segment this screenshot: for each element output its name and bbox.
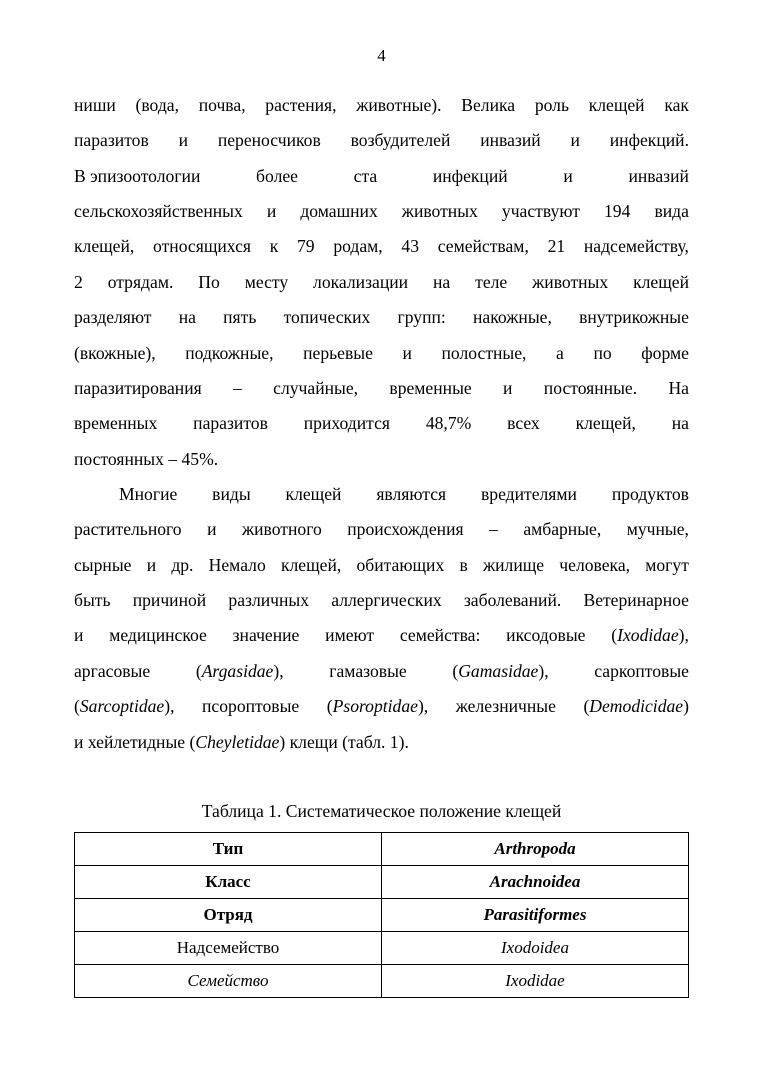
word: клещей,	[280, 555, 342, 575]
text-line	[74, 625, 689, 645]
word: полостные,	[441, 343, 527, 363]
word: человека,	[559, 555, 631, 575]
word: животные).	[356, 95, 442, 115]
rank-cell: Тип	[75, 833, 382, 866]
word: постоянные.	[543, 378, 638, 398]
word: в	[459, 555, 468, 575]
word: аргасовые	[74, 661, 151, 681]
word: клещей	[633, 272, 689, 292]
word: инфекций.	[609, 130, 689, 150]
word: причиной	[132, 590, 207, 610]
word: всех	[507, 413, 540, 433]
text-line	[74, 519, 689, 539]
word: 79	[297, 236, 315, 256]
word: (Sarcoptidae),	[74, 696, 175, 716]
word: (Argasidae),	[195, 661, 284, 681]
word: клещей,	[74, 236, 135, 256]
word: (вкожные),	[74, 343, 156, 363]
text-line	[74, 201, 689, 221]
table-row	[75, 932, 689, 965]
word: Ветеринарное	[583, 590, 689, 610]
word: к	[269, 236, 279, 256]
word: клещей	[285, 484, 342, 504]
text-line	[74, 555, 689, 575]
word: относящихся	[153, 236, 251, 256]
word: внутрикожные	[579, 307, 689, 327]
text-line	[74, 661, 689, 681]
word: (Gamasidae),	[452, 661, 549, 681]
word: являются	[376, 484, 447, 504]
word: жилище	[482, 555, 545, 575]
word: теле	[475, 272, 508, 292]
word: Многие	[119, 484, 178, 504]
word: паразитов	[193, 413, 268, 433]
word: происхождения	[347, 519, 464, 539]
word: (вода,	[135, 95, 179, 115]
word: На	[668, 378, 689, 398]
word: ниши	[74, 95, 116, 115]
word: По	[198, 272, 220, 292]
word: на	[178, 307, 196, 327]
word: сельскохозяйственных	[74, 201, 243, 221]
taxon-cell: Arthropoda	[382, 833, 689, 866]
word: участвуют	[501, 201, 580, 221]
word: вида	[654, 201, 689, 221]
word: др.	[171, 555, 194, 575]
word: 43	[401, 236, 420, 256]
word: как	[664, 95, 689, 115]
word: (Demodicidae)	[583, 696, 689, 716]
page-number: 4	[377, 46, 386, 65]
word: инфекций	[432, 166, 508, 186]
table-row	[75, 833, 689, 866]
word: на	[432, 272, 451, 292]
table-row	[75, 866, 689, 899]
taxon-cell: Parasitiformes	[382, 899, 689, 932]
table-caption: Таблица 1. Систематическое положение клещей	[201, 801, 562, 821]
word: растительного	[74, 519, 182, 539]
rank-cell: Отряд	[75, 899, 382, 932]
word: подкожные,	[185, 343, 274, 363]
word: иксодовые	[506, 625, 586, 645]
word: постоянных – 45%.	[74, 449, 219, 469]
word: и	[74, 625, 84, 645]
text-line	[74, 95, 689, 115]
word: мучные,	[626, 519, 689, 539]
word: Велика	[461, 95, 516, 115]
word: и	[503, 378, 513, 398]
word: заболеваний.	[463, 590, 562, 610]
word: клещей	[588, 95, 645, 115]
word: накожные,	[473, 307, 552, 327]
text-line	[74, 307, 689, 327]
word: быть	[74, 590, 111, 610]
word: почва,	[198, 95, 246, 115]
word: инвазий	[628, 166, 689, 186]
word: и	[146, 555, 157, 575]
word: надсемейству,	[583, 236, 689, 256]
rank-cell: Надсемейство	[75, 932, 382, 965]
word: виды	[212, 484, 251, 504]
word: возбудителей	[350, 130, 451, 150]
word: переносчиков	[217, 130, 321, 150]
word: и	[178, 130, 188, 150]
table-row	[75, 899, 689, 932]
word: псороптовые	[202, 696, 300, 716]
word: семействам,	[437, 236, 529, 256]
word: значение	[232, 625, 300, 645]
word: животных	[401, 201, 478, 221]
text-line	[119, 484, 689, 504]
text-line	[74, 236, 689, 256]
word: растения,	[265, 95, 337, 115]
taxonomy-table	[74, 832, 689, 998]
word: 194	[604, 201, 631, 221]
word: (Ixodidae),	[611, 625, 689, 645]
word: аллергических	[331, 590, 442, 610]
word: продуктов	[611, 484, 689, 504]
word: месту	[244, 272, 289, 292]
word: временные	[389, 378, 472, 398]
word: обитающих	[356, 555, 445, 575]
taxon-cell: Ixodoidea	[382, 932, 689, 965]
word: родам,	[333, 236, 383, 256]
word: 21	[547, 236, 566, 256]
word: и	[570, 130, 580, 150]
text-line	[74, 413, 689, 433]
text-line	[74, 130, 689, 150]
word: амбарные,	[523, 519, 602, 539]
word: и хейлетидные (Cheyletidae) клещи (табл. 1).	[74, 732, 409, 752]
word: локализации	[313, 272, 409, 292]
word: приходится	[303, 413, 390, 433]
text-line	[74, 696, 689, 716]
word: домашних	[300, 201, 378, 221]
word: на	[671, 413, 689, 433]
word: а	[556, 343, 564, 363]
word: медицинское	[109, 625, 207, 645]
word: животного	[241, 519, 322, 539]
word: (Psoroptidae),	[326, 696, 429, 716]
word: топических	[283, 307, 371, 327]
word: пять	[223, 307, 257, 327]
word: железничные	[455, 696, 556, 716]
word: –	[489, 519, 498, 539]
text-line	[74, 590, 689, 610]
word: 48,7%	[425, 413, 472, 433]
word: роль	[534, 95, 569, 115]
word: и	[266, 201, 277, 221]
word: по	[593, 343, 612, 363]
word: групп:	[397, 307, 446, 327]
word: перьевые	[303, 343, 373, 363]
word: и	[402, 343, 412, 363]
word: вредителями	[480, 484, 577, 504]
word: инвазий	[480, 130, 541, 150]
word: Немало	[208, 555, 266, 575]
text-line	[74, 166, 689, 186]
word: более	[256, 166, 298, 186]
word: и	[207, 519, 217, 539]
word: семейства:	[399, 625, 481, 645]
text-line	[74, 449, 689, 469]
word: 2	[74, 272, 83, 292]
word: животных	[532, 272, 609, 292]
word: отрядам.	[107, 272, 174, 292]
word: паразитирования	[74, 378, 202, 398]
word: гамазовые	[329, 661, 407, 681]
word: форме	[641, 343, 689, 363]
text-line	[74, 378, 689, 398]
word: саркоптовые	[594, 661, 689, 681]
text-line	[74, 272, 689, 292]
rank-cell: Класс	[75, 866, 382, 899]
word: различных	[228, 590, 310, 610]
word: ста	[353, 166, 378, 186]
word: сырные	[74, 555, 132, 575]
text-line	[74, 343, 689, 363]
word: случайные,	[273, 378, 359, 398]
word: и	[563, 166, 573, 186]
table-row	[75, 965, 689, 998]
text-line	[74, 732, 689, 752]
word: временных	[74, 413, 158, 433]
word: клещей,	[575, 413, 636, 433]
word: паразитов	[74, 130, 149, 150]
word: –	[233, 378, 242, 398]
taxon-cell: Arachnoidea	[382, 866, 689, 899]
taxon-cell: Ixodidae	[382, 965, 689, 998]
word: имеют	[325, 625, 375, 645]
word: разделяют	[74, 307, 152, 327]
word: могут	[645, 555, 689, 575]
rank-cell: Семейство	[75, 965, 382, 998]
word: В эпизоотологии	[74, 166, 201, 186]
